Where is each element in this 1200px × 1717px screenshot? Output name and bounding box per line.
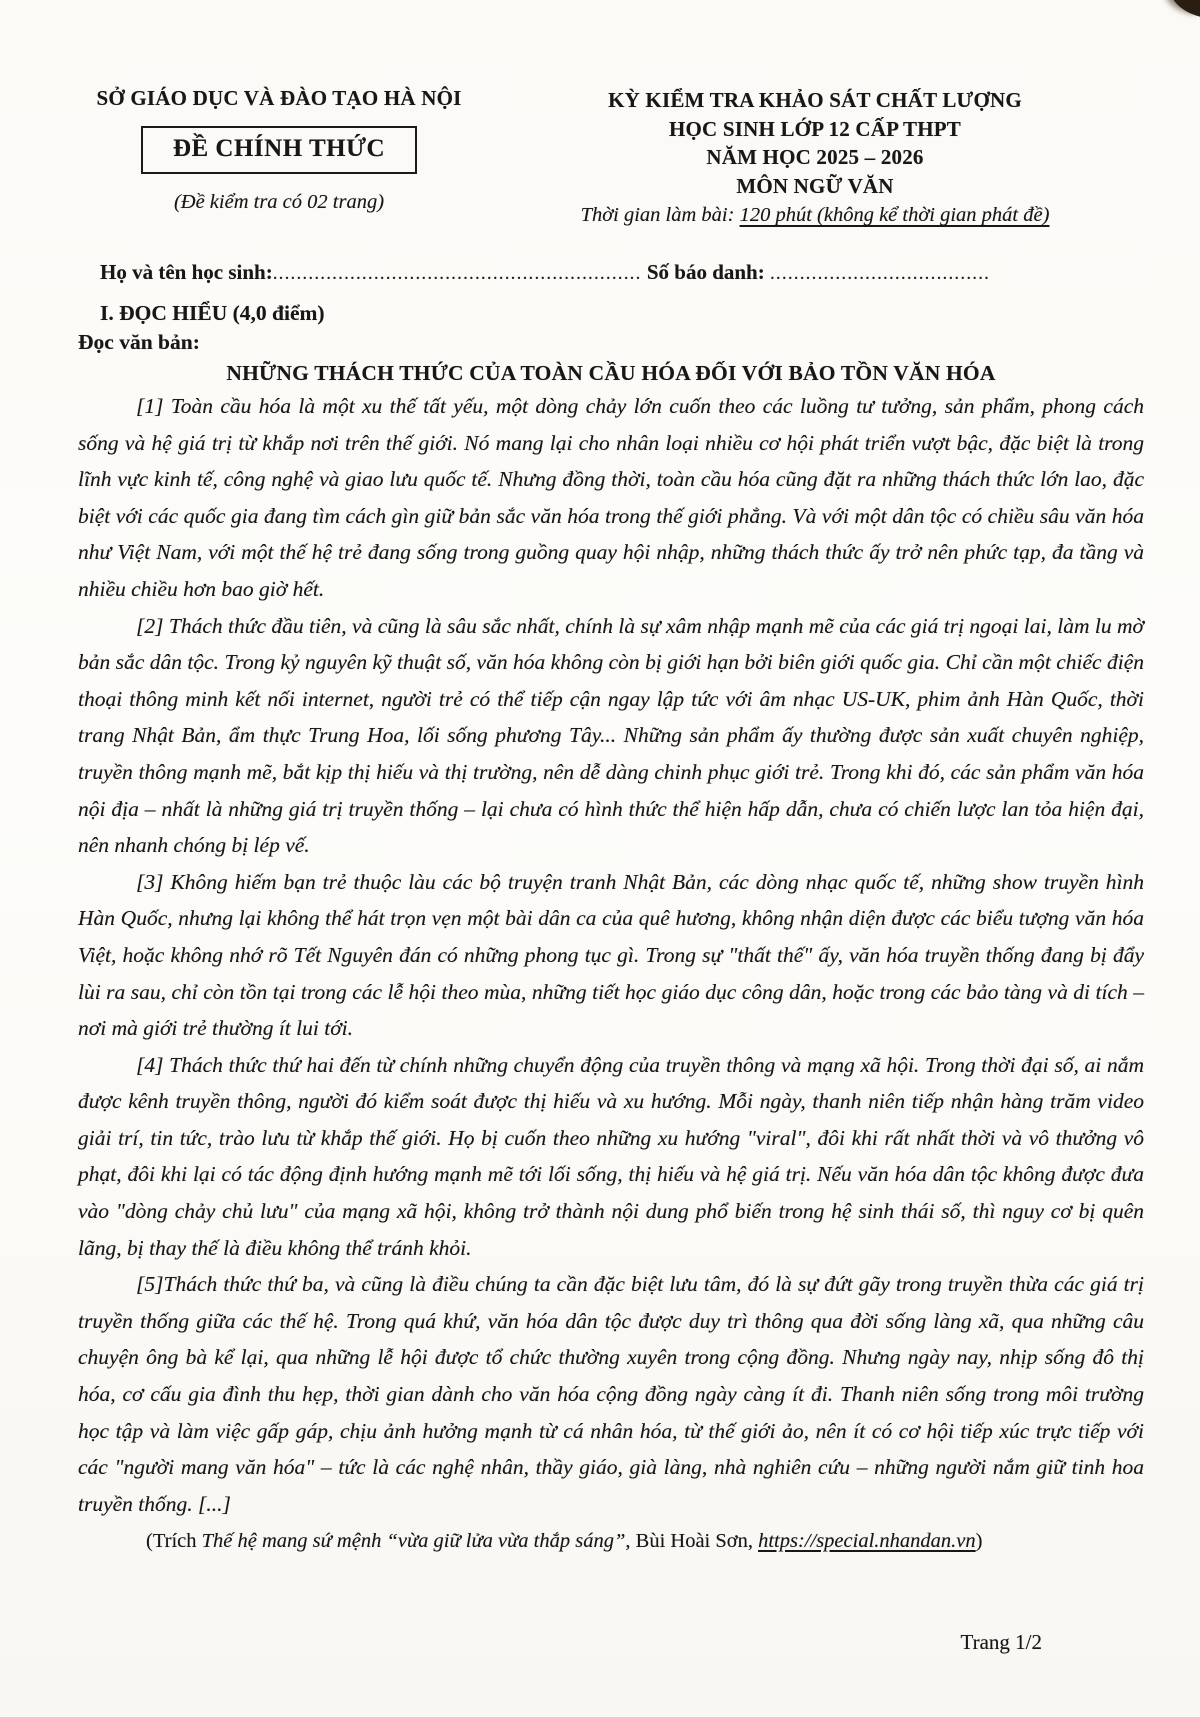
passage-paragraph-4: [4] Thách thức thứ hai đến từ chính những chuyển động của truyền thông và mạng xã hội. Trong thời đại số, ai nắm được kênh truyền thông, người đó kiểm soát được thị hiếu và xu hướng. Mỗi ngày, thanh niên tiếp nhận hàng trăm video giải trí, tin tức, trào lưu từ khắp thế giới. Họ bị cuốn theo những xu hướng "viral", đôi khi rất nhất thời và vô thưởng vô phạt, đôi khi lại có tác động định hướng mạnh mẽ tới lối sống, thị hiếu và hệ giá trị. Nếu văn hóa dân tộc không được đưa vào "dòng chảy chủ lưu" của mạng xã hội, không trở thành nội dung phổ biến trong hệ sinh thái số, thì nguy cơ bị quên lãng, bị thay thế là điều không thể tránh khỏi. <box>78 1052 1144 1260</box>
official-exam-box <box>141 126 417 174</box>
duration-value: 120 phút (không kể thời gian phát đề) <box>739 204 1050 226</box>
official-exam-label: ĐỀ CHÍNH THỨC <box>172 135 386 162</box>
citation-author: , Bùi Hoài Sơn, <box>625 1530 759 1553</box>
exam-duration-line <box>486 201 1144 229</box>
issuer-name: SỞ GIÁO DỤC VÀ ĐÀO TẠO HÀ NỘI <box>96 86 462 110</box>
candidate-number-label: Số báo danh: <box>641 260 770 284</box>
exam-subject-line: MÔN NGỮ VĂN <box>736 173 894 198</box>
student-name-label: Họ và tên học sinh: <box>100 260 273 284</box>
citation-line <box>78 1523 1144 1559</box>
student-info-line <box>78 260 1144 285</box>
candidate-number-blank: ..................................... <box>769 263 991 284</box>
exam-title-line-1: KỲ KIỂM TRA KHẢO SÁT CHẤT LƯỢNG <box>608 88 1022 112</box>
reading-instruction: Đọc văn bản: <box>78 330 200 354</box>
citation-prefix: (Trích <box>146 1530 202 1553</box>
passage-paragraph-3: [3] Không hiếm bạn trẻ thuộc làu các bộ truyện tranh Nhật Bản, các dòng nhạc quốc tế, những show truyền hình Hàn Quốc, nhưng lại không thể hát trọn vẹn một bài dân ca của quê hương, không nhận diện được các biểu tượng văn hóa Việt, hoặc không nhớ rõ Tết Nguyên đán có những phong tục gì. Trong sự "thất thế" ấy, văn hóa truyền thống đang bị đẩy lùi ra sau, chỉ còn tồn tại trong các lễ hội theo mùa, những tiết học giáo dục công dân, hoặc trong các bảo tàng và di tích – nơi mà giới trẻ thường ít lui tới. <box>78 869 1144 1041</box>
citation-suffix: ) <box>975 1530 983 1553</box>
page-number: Trang 1/2 <box>960 1630 1042 1654</box>
source-url: https://special.nhandan.vn <box>758 1530 976 1553</box>
passage-paragraph-2: [2] Thách thức đầu tiên, và cũng là sâu sắc nhất, chính là sự xâm nhập mạnh mẽ của các giá trị ngoại lai, làm lu mờ bản sắc dân tộc. Trong kỷ nguyên kỹ thuật số, văn hóa không còn bị giới hạn bởi biên giới quốc gia. Chỉ cần một chiếc điện thoại thông minh kết nối internet, người trẻ có thể tiếp cận ngay lập tức với âm nhạc US-UK, phim ảnh Hàn Quốc, thời trang Nhật Bản, ẩm thực Trung Hoa, lối sống phương Tây... Những sản phẩm ấy thường được sản xuất chuyên nghiệp, truyền thông mạnh mẽ, bắt kịp thị hiếu và thị trường, nên dễ dàng chinh phục giới trẻ. Trong khi đó, các sản phẩm văn hóa nội địa – nhất là những giá trị truyền thống – lại chưa có hình thức thể hiện hấp dẫn, chưa có chiến lược lan tỏa hiện đại, nên nhanh chóng bị lép vế. <box>78 613 1144 858</box>
section-1-heading: I. ĐỌC HIỂU (4,0 điểm) <box>100 301 325 325</box>
passage-paragraph-5: [5]Thách thức thứ ba, và cũng là điều chúng ta cần đặc biệt lưu tâm, đó là sự đứt gãy trong truyền thừa các giá trị truyền thống giữa các thế hệ. Trong quá khứ, văn hóa dân tộc được duy trì thông qua đời sống làng xã, qua những câu chuyện ông bà kể lại, qua những lễ hội được tổ chức thường xuyên trong cộng đồng. Nhưng ngày nay, nhịp sống đô thị hóa, cơ cấu gia đình thu hẹp, thời gian dành cho văn hóa cộng đồng ngày càng ít đi. Thanh niên sống trong môi trường học tập và làm việc gấp gáp, chịu ảnh hưởng mạnh từ cá nhân hóa, từ thế giới ảo, nên ít có cơ hội tiếp xúc trực tiếp với các "người mang văn hóa" – tức là các nghệ nhân, thầy giáo, già làng, nhà nghiên cứu – những người nắm giữ tinh hoa truyền thống. [...] <box>78 1272 1144 1516</box>
exam-title-line-2: HỌC SINH LỚP 12 CẤP THPT <box>668 116 962 141</box>
exam-header <box>78 86 1144 229</box>
issuer-block <box>78 86 480 214</box>
exam-title-block <box>480 86 1144 229</box>
student-name-blank: .............................................................. <box>272 263 642 284</box>
reading-passage <box>78 388 1144 1522</box>
citation-work-title: Thế hệ mang sứ mệnh “vừa giữ lửa vừa thắp sáng” <box>201 1530 626 1553</box>
pages-note: (Đề kiểm tra có 02 trang) <box>173 191 385 213</box>
exam-title-line-3: NĂM HỌC 2025 – 2026 <box>706 145 924 169</box>
passage-paragraph-1: [1] Toàn cầu hóa là một xu thế tất yếu, một dòng chảy lớn cuốn theo các luồng tư tưởng, sản phẩm, phong cách sống và hệ giá trị từ khắp nơi trên thế giới. Nó mang lại cho nhân loại nhiều cơ hội phát triển vượt bậc, đặc biệt là trong lĩnh vực kinh tế, công nghệ và giao lưu quốc tế. Nhưng đồng thời, toàn cầu hóa cũng đặt ra những thách thức lớn lao, đặc biệt với các quốc gia đang tìm cách gìn giữ bản sắc văn hóa trong thế giới phẳng. Và với một dân tộc có chiều sâu văn hóa như Việt Nam, với một thế hệ trẻ đang sống trong guồng quay hội nhập, những thách thức ấy trở nên phức tạp, đa tầng và nhiều chiều hơn bao giờ hết. <box>78 394 1144 601</box>
scan-corner-smudge <box>1164 0 1200 18</box>
duration-label: Thời gian làm bài: <box>580 204 740 226</box>
reading-passage-title: NHỮNG THÁCH THỨC CỦA TOÀN CẦU HÓA ĐỐI VỚI BẢO TỒN VĂN HÓA <box>226 361 996 385</box>
